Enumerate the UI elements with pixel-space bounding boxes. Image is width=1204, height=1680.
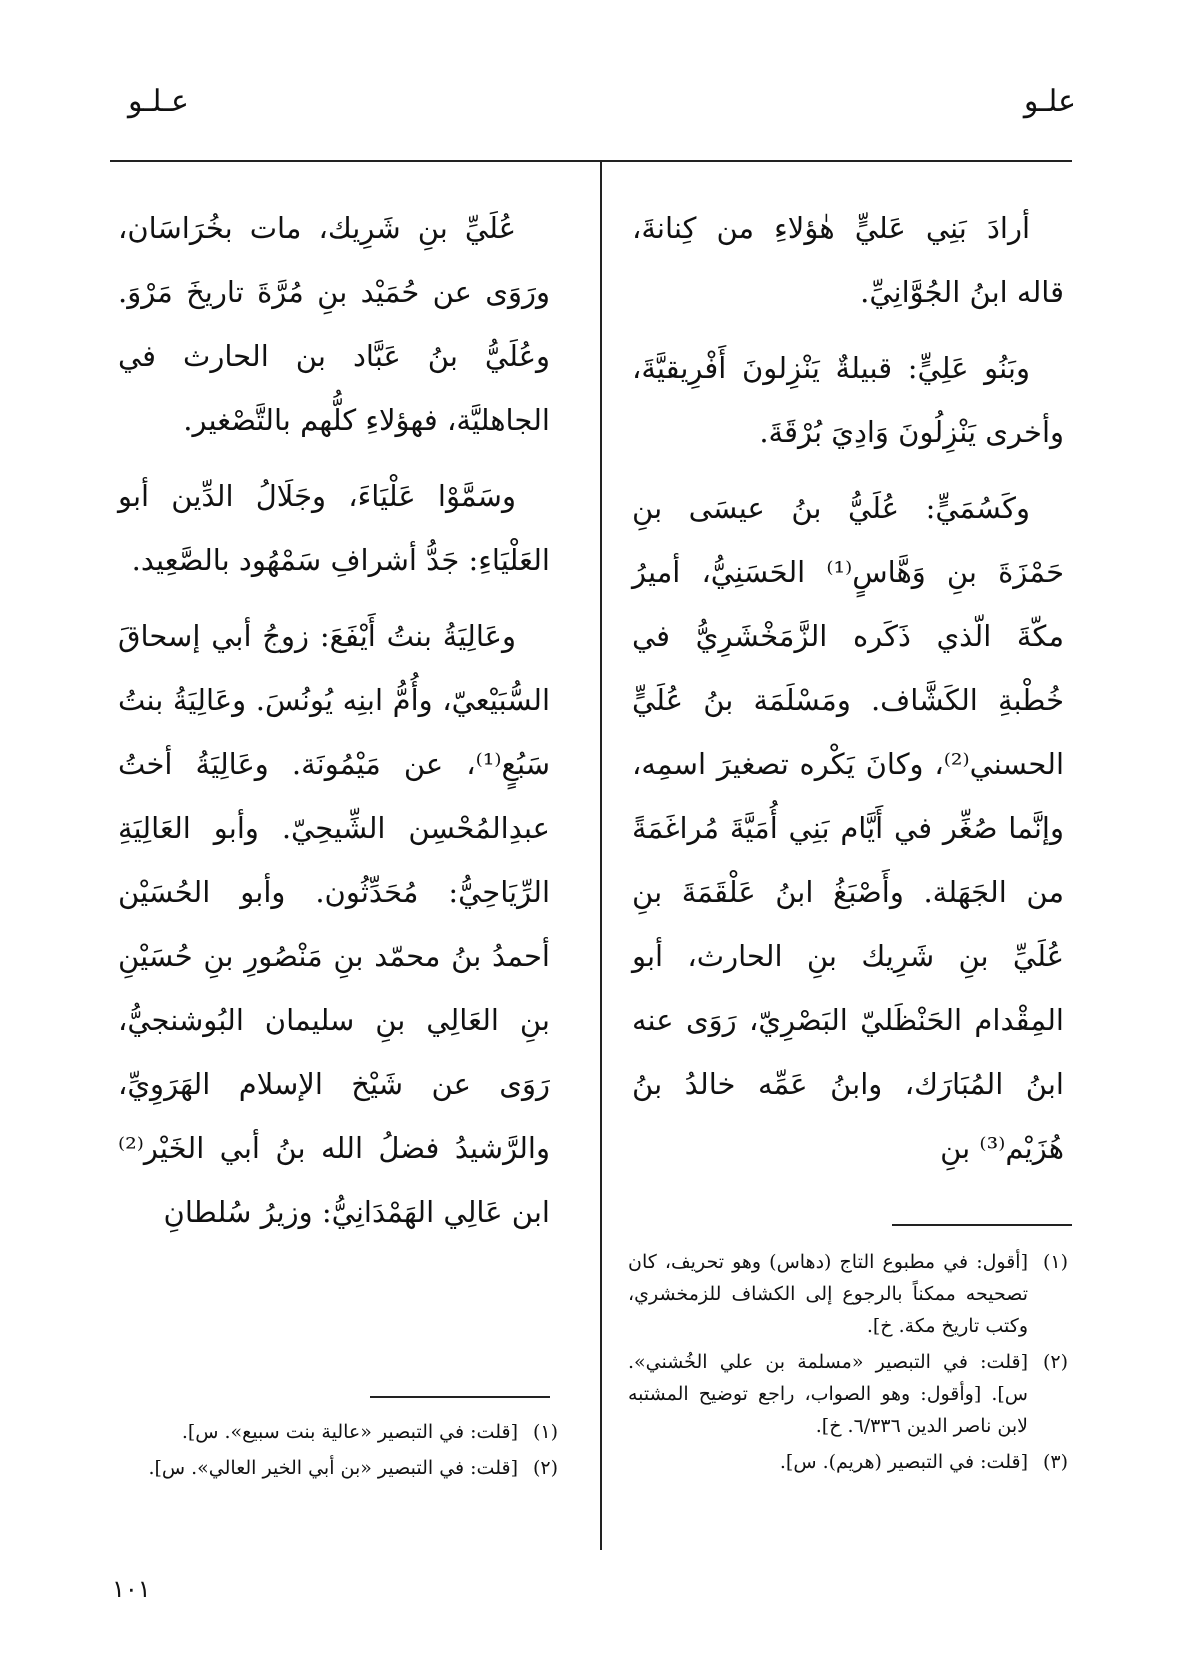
footnote-left-2	[118, 1452, 558, 1484]
footnote-text: [قلت: في التبصير «عالية بنت سبيع». س].	[181, 1421, 518, 1443]
footnote-number: (١)	[1042, 1251, 1068, 1273]
footnote-right-2	[628, 1346, 1068, 1442]
footnote-number: (١)	[532, 1421, 558, 1443]
right-paragraph-1: أرادَ بَنِي عَليٍّ هٰؤلاءِ من كِنانةَ، قاله ابنُ الجُوَّانِيِّ.	[632, 211, 1064, 309]
footnote-text: [قلت: في التبصير (هريم). س].	[779, 1451, 1028, 1473]
right-column	[632, 196, 1064, 1180]
footnotes-left	[118, 1416, 558, 1488]
footnote-number: (٣)	[1042, 1451, 1068, 1473]
page-number: ١٠١	[112, 1575, 151, 1603]
header-rule	[110, 160, 1072, 162]
left-paragraph-1: عُلَيِّ بنِ شَرِيك، مات بخُرَاسَان، ورَوَى عن حُمَيْد بنِ مُرَّةَ تاريخَ مَرْوَ. وعُلَيُّ بنُ عَبَّاد بن الحارث في الجاهليَّة، فهؤلاءِ كلُّهم بالتَّصْغير.	[118, 211, 550, 437]
header-keyword-left: عـلـو	[128, 84, 189, 119]
footnote-number: (٢)	[532, 1457, 558, 1479]
column-divider	[600, 160, 602, 1550]
footnote-separator-left	[370, 1396, 550, 1398]
right-paragraph-3: وكَسُمَيٍّ: عُلَيُّ بنُ عيسَى بنِ حَمْزَةَ بنِ وَهَّاسٍ⁽¹⁾ الحَسَنِيُّ، أميرُ مكّةَ الّذي ذَكَره الزَّمَخْشَرِيُّ في خُطْبةِ الكَشَّاف. ومَسْلَمَة بنُ عُلَيٍّ الحسني⁽²⁾، وكانَ يَكْره تصغيرَ اسمِه، وإنَّما صُغِّر في أَيَّام بَنِي أُمَيَّةَ مُراغَمَةً من الجَهَلة. وأَصْبَغُ ابنُ عَلْقَمَةَ بنِ عُلَيِّ بنِ شَرِيك بنِ الحارث، أبو المِقْدام الحَنْظَليّ البَصْرِيّ، رَوَى عنه ابنُ المُبَارَك، وابنُ عَمِّه خالدُ بنُ هُزَيْم⁽³⁾ بنِ	[632, 491, 1064, 1165]
footnote-separator-right	[892, 1224, 1072, 1226]
footnote-number: (٢)	[1042, 1351, 1068, 1373]
footnotes-right	[628, 1246, 1068, 1482]
left-paragraph-2: وسَمَّوْا عَلْيَاءَ، وجَلَالُ الدِّين أبو العَلْيَاءِ: جَدُّ أشرافِ سَمْهُود بالصَّعِيد.	[118, 479, 550, 577]
footnote-left-1	[118, 1416, 558, 1448]
footnote-text: [أقول: في مطبوع التاج (دهاس) وهو تحريف، كان تصحيحه ممكناً بالرجوع إلى الكشاف للزمخشري، وكتب تاريخ مكة. خ].	[628, 1251, 1028, 1337]
footnote-right-1	[628, 1246, 1068, 1342]
left-column	[118, 196, 550, 1244]
right-paragraph-2: وبَنُو عَلِيٍّ: قبيلةٌ يَنْزِلونَ أَفْرِيقيَّةَ، وأخرى يَنْزِلُونَ وَادِيَ بُرْقَةَ.	[632, 351, 1064, 449]
left-paragraph-3: وعَالِيَةُ بنتُ أَيْفَعَ: زوجُ أبي إسحاقَ السُّبَيْعيّ، وأُمُّ ابنِه يُونُسَ. وعَالِيَةُ بنتُ سَبُعٍ⁽¹⁾، عن مَيْمُونَة. وعَالِيَةُ أختُ عبدِالمُحْسِن الشِّيحِيّ. وأبو العَالِيَةِ الرِّيَاحِيُّ: مُحَدِّثُون. وأبو الحُسَيْن أحمدُ بنُ محمّد بنِ مَنْصُورِ بنِ حُسَيْنِ بنِ العَالِي بنِ سليمان البُوشنجيُّ، رَوَى عن شَيْخ الإسلام الهَرَوِيِّ، والرَّشيدُ فضلُ الله بنُ أبي الخَيْر⁽²⁾ ابن عَالِي الهَمْدَانِيُّ: وزيرُ سُلطانِ	[118, 619, 550, 1229]
header-keyword-right: علـو	[1023, 84, 1076, 119]
footnote-text: [قلت: في التبصير «بن أبي الخير العالي». س].	[148, 1457, 518, 1479]
footnote-right-3	[628, 1446, 1068, 1478]
footnote-text: [قلت: في التبصير «مسلمة بن علي الخُشني». س]. [وأقول: وهو الصواب، راجع توضيح المشتبه لابن ناصر الدين ٦/٣٣٦. خ].	[628, 1351, 1028, 1437]
